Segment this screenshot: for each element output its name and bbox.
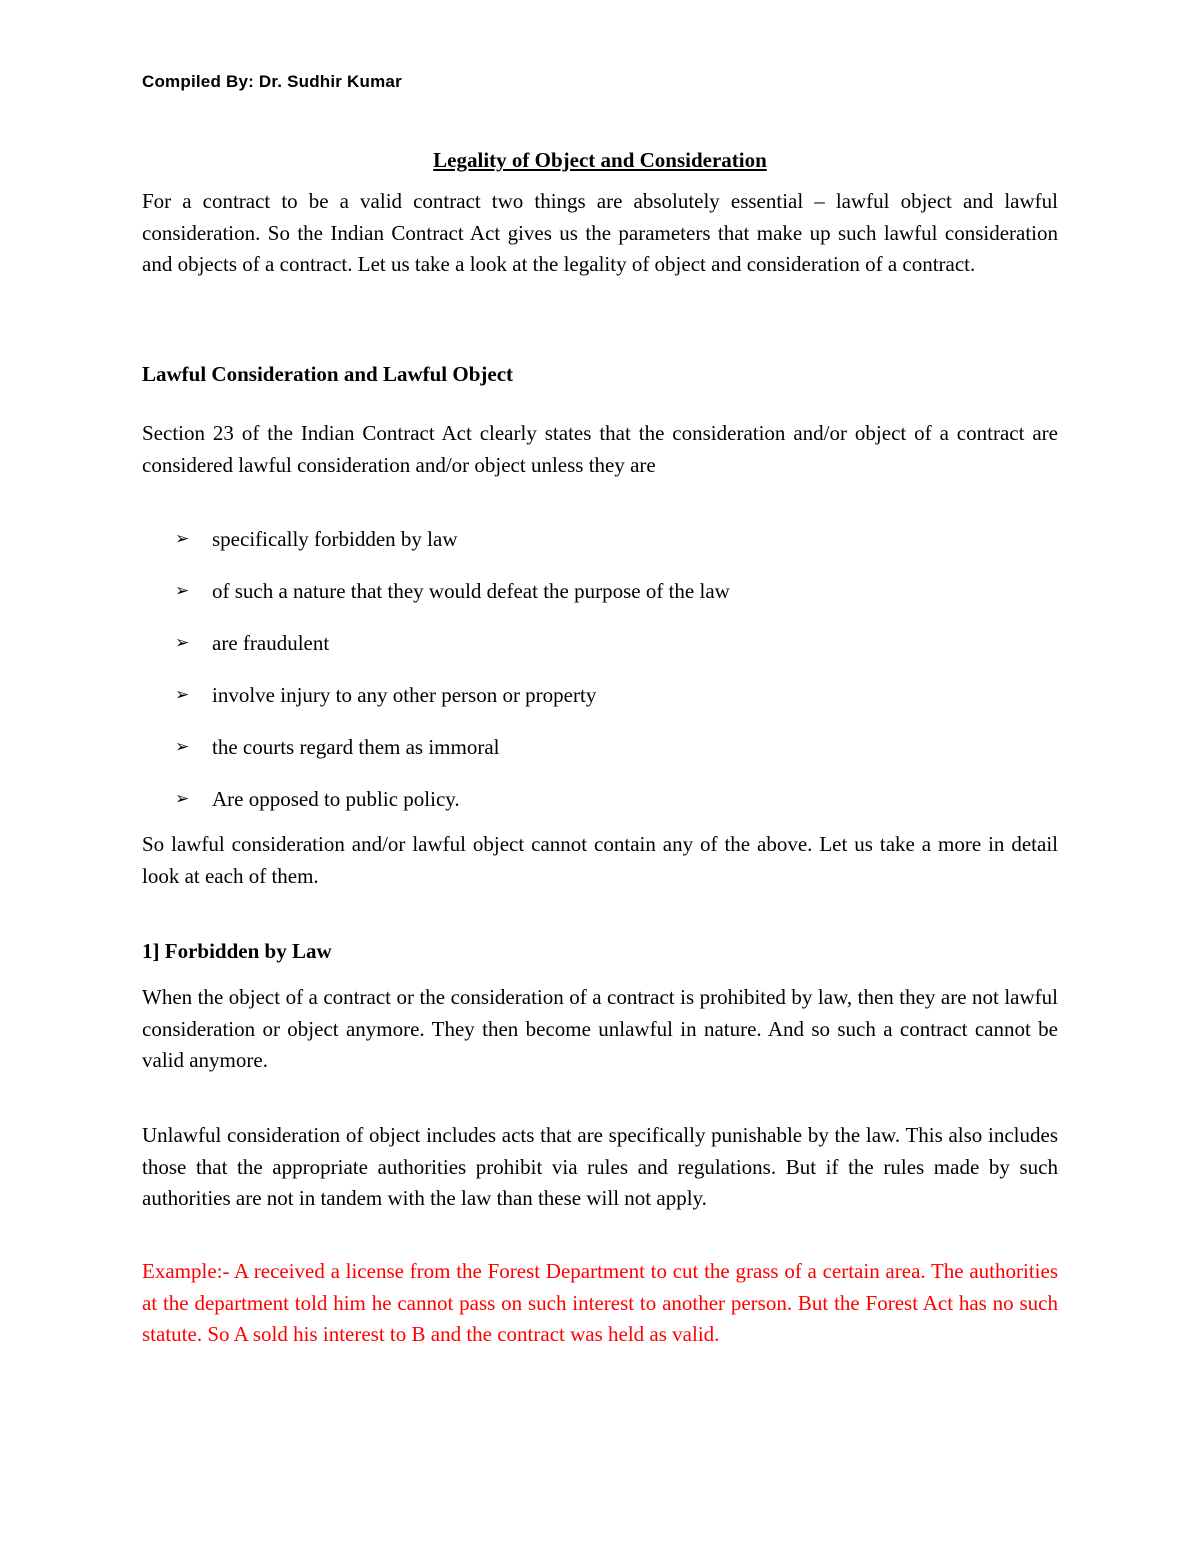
list-item-text: involve injury to any other person or property xyxy=(212,683,597,707)
section-heading-forbidden-by-law: 1] Forbidden by Law xyxy=(142,939,332,963)
arrowhead-bullet-icon: ➢ xyxy=(175,529,190,549)
intro-paragraph: For a contract to be a valid contract two things are absolutely essential – lawful object and lawful consideration. So the Indian Contract Act gives us the parameters that make up such lawful consideration and objects of a contract. Let us take a look at the legality of object and consideration of a contract. xyxy=(142,189,1058,276)
list-item xyxy=(175,578,730,630)
unlawful-consideration-paragraph: Unlawful consideration of object includes acts that are specifically punishable by the law. This also includes those that the appropriate authorities prohibit via rules and regulations. But if the rules made by such authorities are not in tandem with the law than these will not apply. xyxy=(142,1123,1058,1210)
example-paragraph: Example:- A received a license from the Forest Department to cut the grass of a certain area. The authorities at the department told him he cannot pass on such interest to another person. But the Forest Act has no such statute. So A sold his interest to B and the contract was held as valid. xyxy=(142,1259,1058,1346)
list-item-text: are fraudulent xyxy=(212,631,330,655)
list-item xyxy=(175,526,730,578)
arrowhead-bullet-icon: ➢ xyxy=(175,633,190,653)
list-item xyxy=(175,734,730,786)
conclusion-paragraph: So lawful consideration and/or lawful object cannot contain any of the above. Let us take a more in detail look at each of them. xyxy=(142,832,1058,888)
list-item-text: specifically forbidden by law xyxy=(212,527,458,551)
arrowhead-bullet-icon: ➢ xyxy=(175,737,190,757)
list-item-text: the courts regard them as immoral xyxy=(212,735,500,759)
document-title: Legality of Object and Consideration xyxy=(433,148,767,172)
section-heading-lawful-consideration: Lawful Consideration and Lawful Object xyxy=(142,362,514,386)
section-23-paragraph: Section 23 of the Indian Contract Act clearly states that the consideration and/or object of a contract are considered lawful consideration and/or object unless they are xyxy=(142,421,1058,477)
arrowhead-bullet-icon: ➢ xyxy=(175,789,190,809)
list-item-text: Are opposed to public policy. xyxy=(212,787,460,811)
forbidden-by-law-paragraph: When the object of a contract or the consideration of a contract is prohibited by law, then they are not lawful consideration or object anymore. They then become unlawful in nature. And so such a contract cannot be valid anymore. xyxy=(142,985,1058,1072)
list-item xyxy=(175,630,730,682)
list-item xyxy=(175,682,730,734)
arrowhead-bullet-icon: ➢ xyxy=(175,581,190,601)
compiled-by-header: Compiled By: Dr. Sudhir Kumar xyxy=(142,72,402,91)
arrowhead-bullet-icon: ➢ xyxy=(175,685,190,705)
unlawful-conditions-list xyxy=(175,526,730,838)
list-item-text: of such a nature that they would defeat the purpose of the law xyxy=(212,579,730,603)
